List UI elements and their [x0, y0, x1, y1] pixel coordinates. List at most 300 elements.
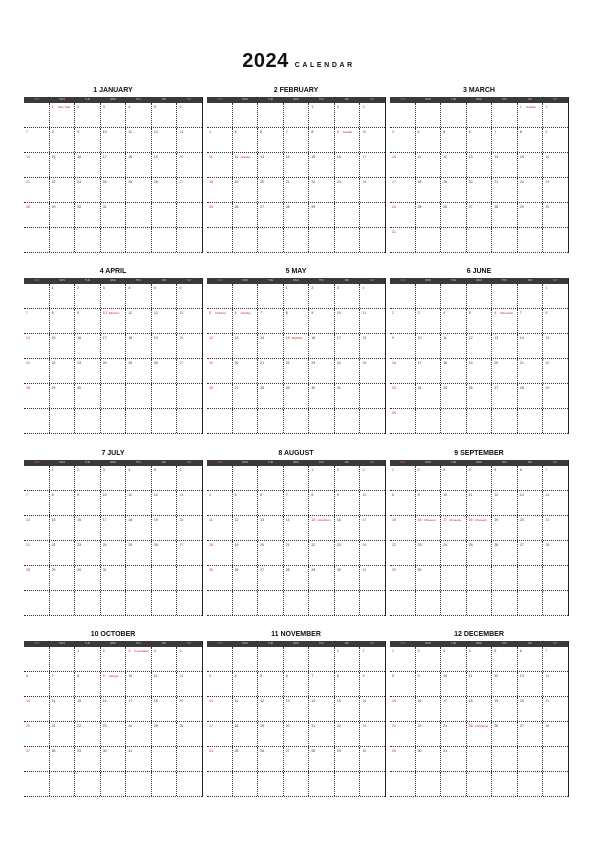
day-cell[interactable] [308, 722, 334, 746]
day-cell[interactable] [176, 128, 202, 152]
day-cell[interactable] [334, 203, 360, 227]
day-cell[interactable] [440, 491, 466, 515]
day-cell[interactable] [466, 697, 492, 721]
day-cell[interactable] [308, 772, 334, 796]
day-cell[interactable] [100, 772, 126, 796]
day-cell[interactable] [440, 647, 466, 671]
day-cell[interactable] [207, 153, 232, 177]
day-cell[interactable] [542, 284, 568, 308]
day-cell[interactable] [466, 491, 492, 515]
day-cell[interactable] [334, 697, 360, 721]
day-cell[interactable] [542, 722, 568, 746]
day-cell[interactable] [517, 178, 543, 202]
day-cell[interactable] [334, 103, 360, 127]
day-cell[interactable] [308, 566, 334, 590]
day-cell[interactable] [390, 384, 415, 408]
day-cell[interactable] [466, 722, 492, 746]
day-cell[interactable] [176, 103, 202, 127]
day-cell[interactable] [74, 591, 100, 615]
day-cell[interactable] [466, 128, 492, 152]
day-cell[interactable] [491, 359, 517, 383]
day-cell[interactable] [151, 516, 177, 540]
day-cell[interactable] [440, 566, 466, 590]
day-cell[interactable] [207, 772, 232, 796]
day-cell[interactable] [151, 103, 177, 127]
day-cell[interactable] [176, 516, 202, 540]
day-cell[interactable] [125, 541, 151, 565]
day-cell[interactable] [440, 697, 466, 721]
day-cell[interactable] [176, 178, 202, 202]
day-cell[interactable] [334, 672, 360, 696]
day-cell[interactable] [100, 541, 126, 565]
day-cell[interactable] [517, 541, 543, 565]
day-cell[interactable] [491, 103, 517, 127]
day-cell[interactable] [151, 178, 177, 202]
day-cell[interactable] [308, 103, 334, 127]
day-cell[interactable] [24, 128, 49, 152]
day-cell[interactable] [415, 178, 441, 202]
day-cell[interactable] [359, 566, 385, 590]
day-cell[interactable] [390, 697, 415, 721]
day-cell[interactable] [308, 697, 334, 721]
day-cell[interactable] [283, 284, 309, 308]
day-cell[interactable] [542, 772, 568, 796]
day-cell[interactable] [74, 228, 100, 252]
day-cell[interactable] [74, 541, 100, 565]
day-cell[interactable] [283, 309, 309, 333]
day-cell[interactable] [359, 541, 385, 565]
day-cell[interactable] [334, 591, 360, 615]
day-cell[interactable] [440, 309, 466, 333]
day-cell[interactable] [517, 591, 543, 615]
day-cell[interactable] [334, 466, 360, 490]
day-cell[interactable] [125, 178, 151, 202]
day-cell[interactable] [440, 228, 466, 252]
day-cell[interactable] [232, 153, 258, 177]
day-cell[interactable] [283, 128, 309, 152]
day-cell[interactable] [542, 128, 568, 152]
day-cell[interactable] [24, 566, 49, 590]
day-cell[interactable] [100, 491, 126, 515]
day-cell[interactable] [390, 128, 415, 152]
day-cell[interactable] [151, 284, 177, 308]
day-cell[interactable] [257, 672, 283, 696]
day-cell[interactable] [390, 747, 415, 771]
day-cell[interactable] [24, 153, 49, 177]
day-cell[interactable] [74, 697, 100, 721]
day-cell[interactable] [74, 203, 100, 227]
day-cell[interactable] [24, 647, 49, 671]
day-cell[interactable] [176, 491, 202, 515]
day-cell[interactable] [491, 384, 517, 408]
day-cell[interactable] [308, 228, 334, 252]
day-cell[interactable] [440, 672, 466, 696]
day-cell[interactable] [49, 591, 75, 615]
day-cell[interactable] [207, 334, 232, 358]
day-cell[interactable] [176, 647, 202, 671]
day-cell[interactable] [24, 516, 49, 540]
day-cell[interactable] [125, 747, 151, 771]
day-cell[interactable] [100, 647, 126, 671]
day-cell[interactable] [308, 491, 334, 515]
day-cell[interactable] [257, 284, 283, 308]
day-cell[interactable] [308, 466, 334, 490]
day-cell[interactable] [232, 203, 258, 227]
day-cell[interactable] [440, 747, 466, 771]
day-cell[interactable] [207, 491, 232, 515]
day-cell[interactable] [390, 203, 415, 227]
day-cell[interactable] [232, 466, 258, 490]
day-cell[interactable] [207, 747, 232, 771]
day-cell[interactable] [491, 747, 517, 771]
day-cell[interactable] [125, 309, 151, 333]
day-cell[interactable] [24, 359, 49, 383]
day-cell[interactable] [257, 309, 283, 333]
day-cell[interactable] [491, 203, 517, 227]
day-cell[interactable] [49, 747, 75, 771]
day-cell[interactable] [517, 672, 543, 696]
day-cell[interactable] [257, 697, 283, 721]
day-cell[interactable] [24, 747, 49, 771]
day-cell[interactable] [415, 203, 441, 227]
day-cell[interactable] [151, 647, 177, 671]
day-cell[interactable] [517, 491, 543, 515]
day-cell[interactable] [125, 359, 151, 383]
day-cell[interactable] [517, 128, 543, 152]
day-cell[interactable] [125, 284, 151, 308]
day-cell[interactable] [491, 409, 517, 433]
day-cell[interactable] [390, 647, 415, 671]
day-cell[interactable] [207, 722, 232, 746]
day-cell[interactable] [232, 722, 258, 746]
day-cell[interactable] [151, 228, 177, 252]
day-cell[interactable] [100, 334, 126, 358]
day-cell[interactable] [49, 647, 75, 671]
day-cell[interactable] [49, 672, 75, 696]
day-cell[interactable] [24, 103, 49, 127]
day-cell[interactable] [334, 334, 360, 358]
day-cell[interactable] [257, 384, 283, 408]
day-cell[interactable] [176, 153, 202, 177]
day-cell[interactable] [232, 384, 258, 408]
day-cell[interactable] [334, 516, 360, 540]
day-cell[interactable] [125, 203, 151, 227]
day-cell[interactable] [334, 409, 360, 433]
day-cell[interactable] [466, 591, 492, 615]
day-cell[interactable] [232, 672, 258, 696]
day-cell[interactable] [176, 566, 202, 590]
day-cell[interactable] [49, 772, 75, 796]
day-cell[interactable] [49, 334, 75, 358]
day-cell[interactable] [440, 334, 466, 358]
day-cell[interactable] [517, 647, 543, 671]
day-cell[interactable] [283, 541, 309, 565]
day-cell[interactable] [151, 359, 177, 383]
day-cell[interactable] [359, 203, 385, 227]
day-cell[interactable] [334, 228, 360, 252]
day-cell[interactable] [308, 284, 334, 308]
day-cell[interactable] [151, 566, 177, 590]
day-cell[interactable] [440, 284, 466, 308]
day-cell[interactable] [151, 384, 177, 408]
day-cell[interactable] [151, 722, 177, 746]
day-cell[interactable] [359, 309, 385, 333]
day-cell[interactable] [283, 409, 309, 433]
day-cell[interactable] [176, 591, 202, 615]
day-cell[interactable] [542, 566, 568, 590]
day-cell[interactable] [100, 722, 126, 746]
day-cell[interactable] [415, 647, 441, 671]
day-cell[interactable] [308, 409, 334, 433]
day-cell[interactable] [466, 672, 492, 696]
day-cell[interactable] [74, 284, 100, 308]
day-cell[interactable] [390, 541, 415, 565]
day-cell[interactable] [257, 409, 283, 433]
day-cell[interactable] [466, 747, 492, 771]
day-cell[interactable] [74, 466, 100, 490]
day-cell[interactable] [308, 541, 334, 565]
day-cell[interactable] [491, 334, 517, 358]
day-cell[interactable] [74, 647, 100, 671]
day-cell[interactable] [359, 359, 385, 383]
day-cell[interactable] [466, 153, 492, 177]
day-cell[interactable] [100, 591, 126, 615]
day-cell[interactable] [466, 103, 492, 127]
day-cell[interactable] [283, 591, 309, 615]
day-cell[interactable] [283, 178, 309, 202]
day-cell[interactable] [440, 203, 466, 227]
day-cell[interactable] [207, 228, 232, 252]
day-cell[interactable] [151, 672, 177, 696]
day-cell[interactable] [440, 128, 466, 152]
day-cell[interactable] [308, 591, 334, 615]
day-cell[interactable] [440, 384, 466, 408]
day-cell[interactable] [334, 153, 360, 177]
day-cell[interactable] [334, 491, 360, 515]
day-cell[interactable] [49, 697, 75, 721]
day-cell[interactable] [232, 334, 258, 358]
day-cell[interactable] [207, 541, 232, 565]
day-cell[interactable] [100, 566, 126, 590]
day-cell[interactable] [517, 466, 543, 490]
day-cell[interactable] [176, 228, 202, 252]
day-cell[interactable] [334, 309, 360, 333]
day-cell[interactable] [517, 384, 543, 408]
day-cell[interactable] [517, 203, 543, 227]
day-cell[interactable] [466, 384, 492, 408]
day-cell[interactable] [283, 647, 309, 671]
day-cell[interactable] [390, 284, 415, 308]
day-cell[interactable] [390, 153, 415, 177]
day-cell[interactable] [176, 203, 202, 227]
day-cell[interactable] [49, 153, 75, 177]
day-cell[interactable] [390, 722, 415, 746]
day-cell[interactable] [176, 722, 202, 746]
day-cell[interactable] [151, 591, 177, 615]
day-cell[interactable] [283, 466, 309, 490]
day-cell[interactable] [415, 772, 441, 796]
day-cell[interactable] [100, 384, 126, 408]
day-cell[interactable] [542, 359, 568, 383]
day-cell[interactable] [125, 103, 151, 127]
day-cell[interactable] [440, 516, 466, 540]
day-cell[interactable] [308, 178, 334, 202]
day-cell[interactable] [542, 309, 568, 333]
day-cell[interactable] [390, 309, 415, 333]
day-cell[interactable] [390, 334, 415, 358]
day-cell[interactable] [257, 203, 283, 227]
day-cell[interactable] [49, 409, 75, 433]
day-cell[interactable] [415, 491, 441, 515]
day-cell[interactable] [415, 516, 441, 540]
day-cell[interactable] [308, 384, 334, 408]
day-cell[interactable] [49, 466, 75, 490]
day-cell[interactable] [24, 384, 49, 408]
day-cell[interactable] [542, 672, 568, 696]
day-cell[interactable] [491, 591, 517, 615]
day-cell[interactable] [542, 747, 568, 771]
day-cell[interactable] [151, 541, 177, 565]
day-cell[interactable] [257, 128, 283, 152]
day-cell[interactable] [440, 722, 466, 746]
day-cell[interactable] [207, 103, 232, 127]
day-cell[interactable] [466, 334, 492, 358]
day-cell[interactable] [24, 466, 49, 490]
day-cell[interactable] [257, 153, 283, 177]
day-cell[interactable] [415, 359, 441, 383]
day-cell[interactable] [232, 697, 258, 721]
day-cell[interactable] [125, 228, 151, 252]
day-cell[interactable] [257, 591, 283, 615]
day-cell[interactable] [517, 103, 543, 127]
day-cell[interactable] [100, 466, 126, 490]
day-cell[interactable] [466, 516, 492, 540]
day-cell[interactable] [308, 309, 334, 333]
day-cell[interactable] [491, 647, 517, 671]
day-cell[interactable] [257, 103, 283, 127]
day-cell[interactable] [232, 647, 258, 671]
day-cell[interactable] [466, 178, 492, 202]
day-cell[interactable] [308, 647, 334, 671]
day-cell[interactable] [359, 697, 385, 721]
day-cell[interactable] [207, 359, 232, 383]
day-cell[interactable] [283, 359, 309, 383]
day-cell[interactable] [257, 516, 283, 540]
day-cell[interactable] [440, 153, 466, 177]
day-cell[interactable] [334, 722, 360, 746]
day-cell[interactable] [440, 359, 466, 383]
day-cell[interactable] [257, 747, 283, 771]
day-cell[interactable] [74, 722, 100, 746]
day-cell[interactable] [151, 491, 177, 515]
day-cell[interactable] [176, 334, 202, 358]
day-cell[interactable] [151, 772, 177, 796]
day-cell[interactable] [466, 647, 492, 671]
day-cell[interactable] [308, 334, 334, 358]
day-cell[interactable] [125, 647, 151, 671]
day-cell[interactable] [232, 178, 258, 202]
day-cell[interactable] [232, 409, 258, 433]
day-cell[interactable] [257, 228, 283, 252]
day-cell[interactable] [74, 359, 100, 383]
day-cell[interactable] [232, 747, 258, 771]
day-cell[interactable] [466, 203, 492, 227]
day-cell[interactable] [207, 466, 232, 490]
day-cell[interactable] [257, 541, 283, 565]
day-cell[interactable] [125, 772, 151, 796]
day-cell[interactable] [176, 309, 202, 333]
day-cell[interactable] [390, 566, 415, 590]
day-cell[interactable] [491, 466, 517, 490]
day-cell[interactable] [491, 672, 517, 696]
day-cell[interactable] [283, 722, 309, 746]
day-cell[interactable] [283, 228, 309, 252]
day-cell[interactable] [359, 384, 385, 408]
day-cell[interactable] [517, 309, 543, 333]
day-cell[interactable] [74, 747, 100, 771]
day-cell[interactable] [24, 591, 49, 615]
day-cell[interactable] [334, 647, 360, 671]
day-cell[interactable] [283, 384, 309, 408]
day-cell[interactable] [207, 384, 232, 408]
day-cell[interactable] [24, 772, 49, 796]
day-cell[interactable] [283, 516, 309, 540]
day-cell[interactable] [440, 772, 466, 796]
day-cell[interactable] [176, 284, 202, 308]
day-cell[interactable] [257, 178, 283, 202]
day-cell[interactable] [308, 128, 334, 152]
day-cell[interactable] [466, 309, 492, 333]
day-cell[interactable] [390, 466, 415, 490]
day-cell[interactable] [359, 722, 385, 746]
day-cell[interactable] [100, 103, 126, 127]
day-cell[interactable] [24, 697, 49, 721]
day-cell[interactable] [517, 359, 543, 383]
day-cell[interactable] [415, 228, 441, 252]
day-cell[interactable] [125, 697, 151, 721]
day-cell[interactable] [390, 672, 415, 696]
day-cell[interactable] [74, 409, 100, 433]
day-cell[interactable] [151, 466, 177, 490]
day-cell[interactable] [334, 772, 360, 796]
day-cell[interactable] [207, 516, 232, 540]
day-cell[interactable] [257, 334, 283, 358]
day-cell[interactable] [125, 566, 151, 590]
day-cell[interactable] [232, 103, 258, 127]
day-cell[interactable] [125, 591, 151, 615]
day-cell[interactable] [415, 384, 441, 408]
day-cell[interactable] [359, 647, 385, 671]
day-cell[interactable] [491, 491, 517, 515]
day-cell[interactable] [207, 409, 232, 433]
day-cell[interactable] [491, 697, 517, 721]
day-cell[interactable] [100, 672, 126, 696]
day-cell[interactable] [283, 103, 309, 127]
day-cell[interactable] [257, 491, 283, 515]
day-cell[interactable] [24, 203, 49, 227]
day-cell[interactable] [207, 647, 232, 671]
day-cell[interactable] [491, 284, 517, 308]
day-cell[interactable] [24, 672, 49, 696]
day-cell[interactable] [415, 541, 441, 565]
day-cell[interactable] [125, 466, 151, 490]
day-cell[interactable] [176, 384, 202, 408]
day-cell[interactable] [74, 103, 100, 127]
day-cell[interactable] [49, 178, 75, 202]
day-cell[interactable] [517, 722, 543, 746]
day-cell[interactable] [257, 647, 283, 671]
day-cell[interactable] [517, 772, 543, 796]
